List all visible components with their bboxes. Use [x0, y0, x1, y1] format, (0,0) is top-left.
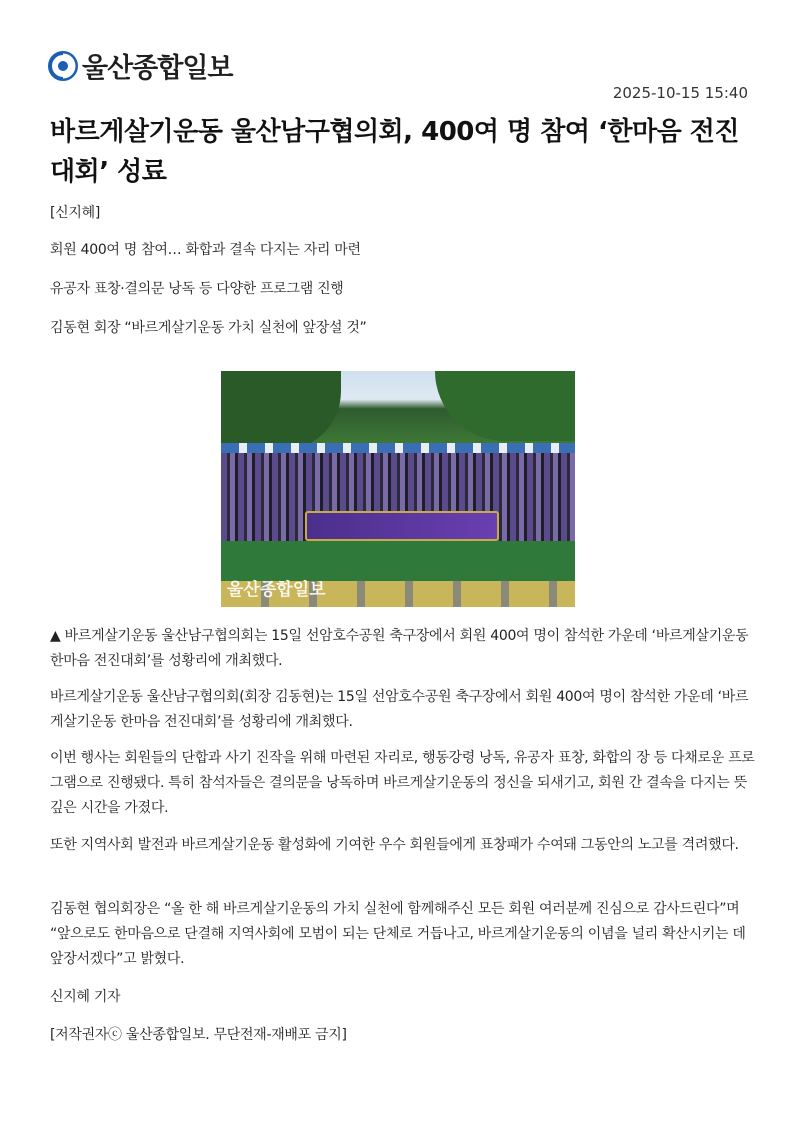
copyright-notice: [저작권자ⓒ 울산종합일보. 무단전재-재배포 금지]: [50, 1027, 347, 1043]
article-photo[interactable]: [221, 371, 575, 607]
paragraph-3: 또한 지역사회 발전과 바르게살기운동 활성화에 기여한 우수 회원들에게 표창패가 수여돼 그동안의 노고를 격려했다.: [50, 837, 739, 853]
photo-caption: ▲ 바르게살기운동 울산남구협의회는 15일 선암호수공원 축구장에서 회원 400여 명이 참석한 가운데 ‘바르게살기운동 한마음 전진대회’를 성황리에 개최했다.: [50, 628, 749, 669]
site-logo[interactable]: [48, 46, 233, 85]
event-banner: [305, 511, 499, 541]
subhead-3: 김동현 회장 “바르게살기운동 가치 실천에 앞장설 것”: [50, 320, 367, 336]
swirl-logo-icon: [48, 51, 78, 81]
photo-watermark: 울산종합일보: [227, 580, 326, 600]
subhead-1: 회원 400여 명 참여… 화합과 결속 다지는 자리 마련: [50, 242, 361, 258]
subhead-2: 유공자 표창·결의문 낭독 등 다양한 프로그램 진행: [50, 281, 344, 297]
article-headline: 바르게살기운동 울산남구협의회, 400여 명 참여 ‘한마음 전진대회’ 성료: [50, 117, 740, 187]
paragraph-2: 이번 행사는 회원들의 단합과 사기 진작을 위해 마련된 자리로, 행동강령 낭독, 유공자 표창, 화합의 장 등 다채로운 프로그램으로 진행됐다. 특히 참석자들은 결의문을 낭독하며 바르게살기운동의 정신을 되새기고, 회원 간 결속을 다지는 뜻깊은 시간을 가졌다.: [50, 750, 755, 816]
paragraph-4: 김동현 협의회장은 “올 한 해 바르게살기운동의 가치 실천에 함께해주신 모든 회원 여러분께 진심으로 감사드린다”며 “앞으로도 한마음으로 단결해 지역사회에 모범이 되는 단체로 거듭나고, 바르게살기운동의 이념을 널리 확산시키는 데 앞장서겠다”고 밝혔다.: [50, 901, 746, 967]
paragraph-1: 바르게살기운동 울산남구협의회(회장 김동현)는 15일 선암호수공원 축구장에서 회원 400여 명이 참석한 가운데 ‘바르게살기운동 한마음 전진대회’를 성황리에 개최했다.: [50, 689, 749, 730]
article-datetime: 2025-10-15 15:40: [612, 84, 748, 102]
reporter-name: 신지혜 기자: [50, 989, 121, 1005]
logo-text: 울산종합일보: [82, 53, 233, 84]
article-byline: [신지혜]: [50, 205, 100, 221]
